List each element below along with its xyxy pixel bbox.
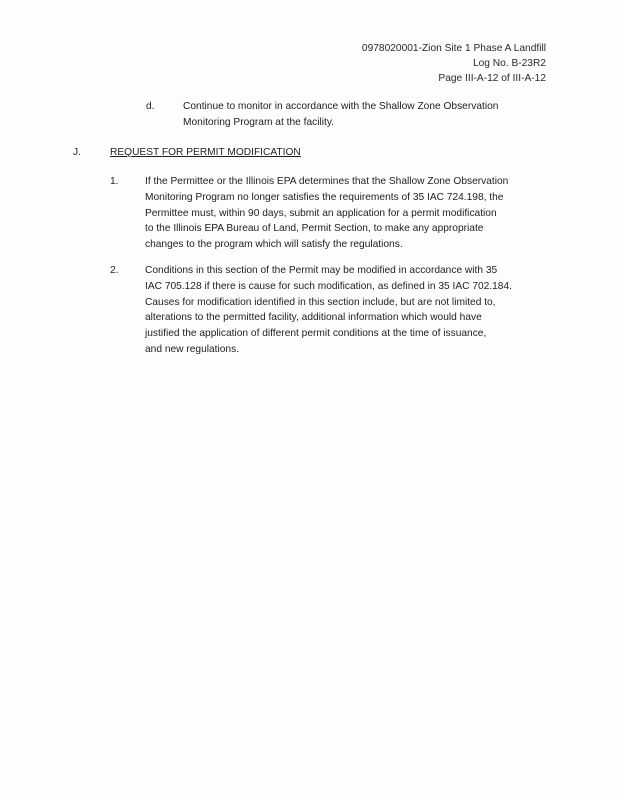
section-title: REQUEST FOR PERMIT MODIFICATION <box>110 147 301 158</box>
text-line: IAC 705.128 if there is cause for such modification, as defined in 35 IAC 702.184. <box>145 280 512 292</box>
paragraph-number: 2. <box>110 265 119 276</box>
section-letter: J. <box>73 147 81 158</box>
paragraph-body <box>145 174 555 253</box>
text-line: changes to the program which will satisfy the regulations. <box>145 239 403 251</box>
list-item-text <box>183 99 543 131</box>
list-item-marker: d. <box>146 101 155 112</box>
text-line: Conditions in this section of the Permit may be modified in accordance with 35 <box>145 265 498 276</box>
paragraph-number: 1. <box>110 176 119 187</box>
text-line: Causes for modification identified in this section include, but are not limited to, <box>145 296 496 308</box>
header-facility-id: 0978020001-Zion Site 1 Phase A Landfill <box>361 43 546 54</box>
text-line: to the Illinois EPA Bureau of Land, Permit Section, to make any appropriate <box>145 223 484 235</box>
text-line: Permittee must, within 90 days, submit an application for a permit modification <box>145 207 497 219</box>
paragraph-body <box>145 263 555 358</box>
text-line: alterations to the permitted facility, additional information which would have <box>145 312 482 324</box>
page-header <box>362 41 546 86</box>
text-line: If the Permittee or the Illinois EPA determines that the Shallow Zone Observation <box>145 176 509 187</box>
text-line: Monitoring Program no longer satisfies the requirements of 35 IAC 724.198, the <box>145 191 504 203</box>
text-line: Continue to monitor in accordance with the Shallow Zone Observation <box>183 101 499 112</box>
text-line: Monitoring Program at the facility. <box>183 117 334 128</box>
text-line: justified the application of different permit conditions at the time of issuance, <box>145 328 487 340</box>
header-log-number: Log No. B-23R2 <box>472 58 546 69</box>
text-line: and new regulations. <box>145 343 240 355</box>
header-page-number: Page III-A-12 of III-A-12 <box>438 73 546 84</box>
